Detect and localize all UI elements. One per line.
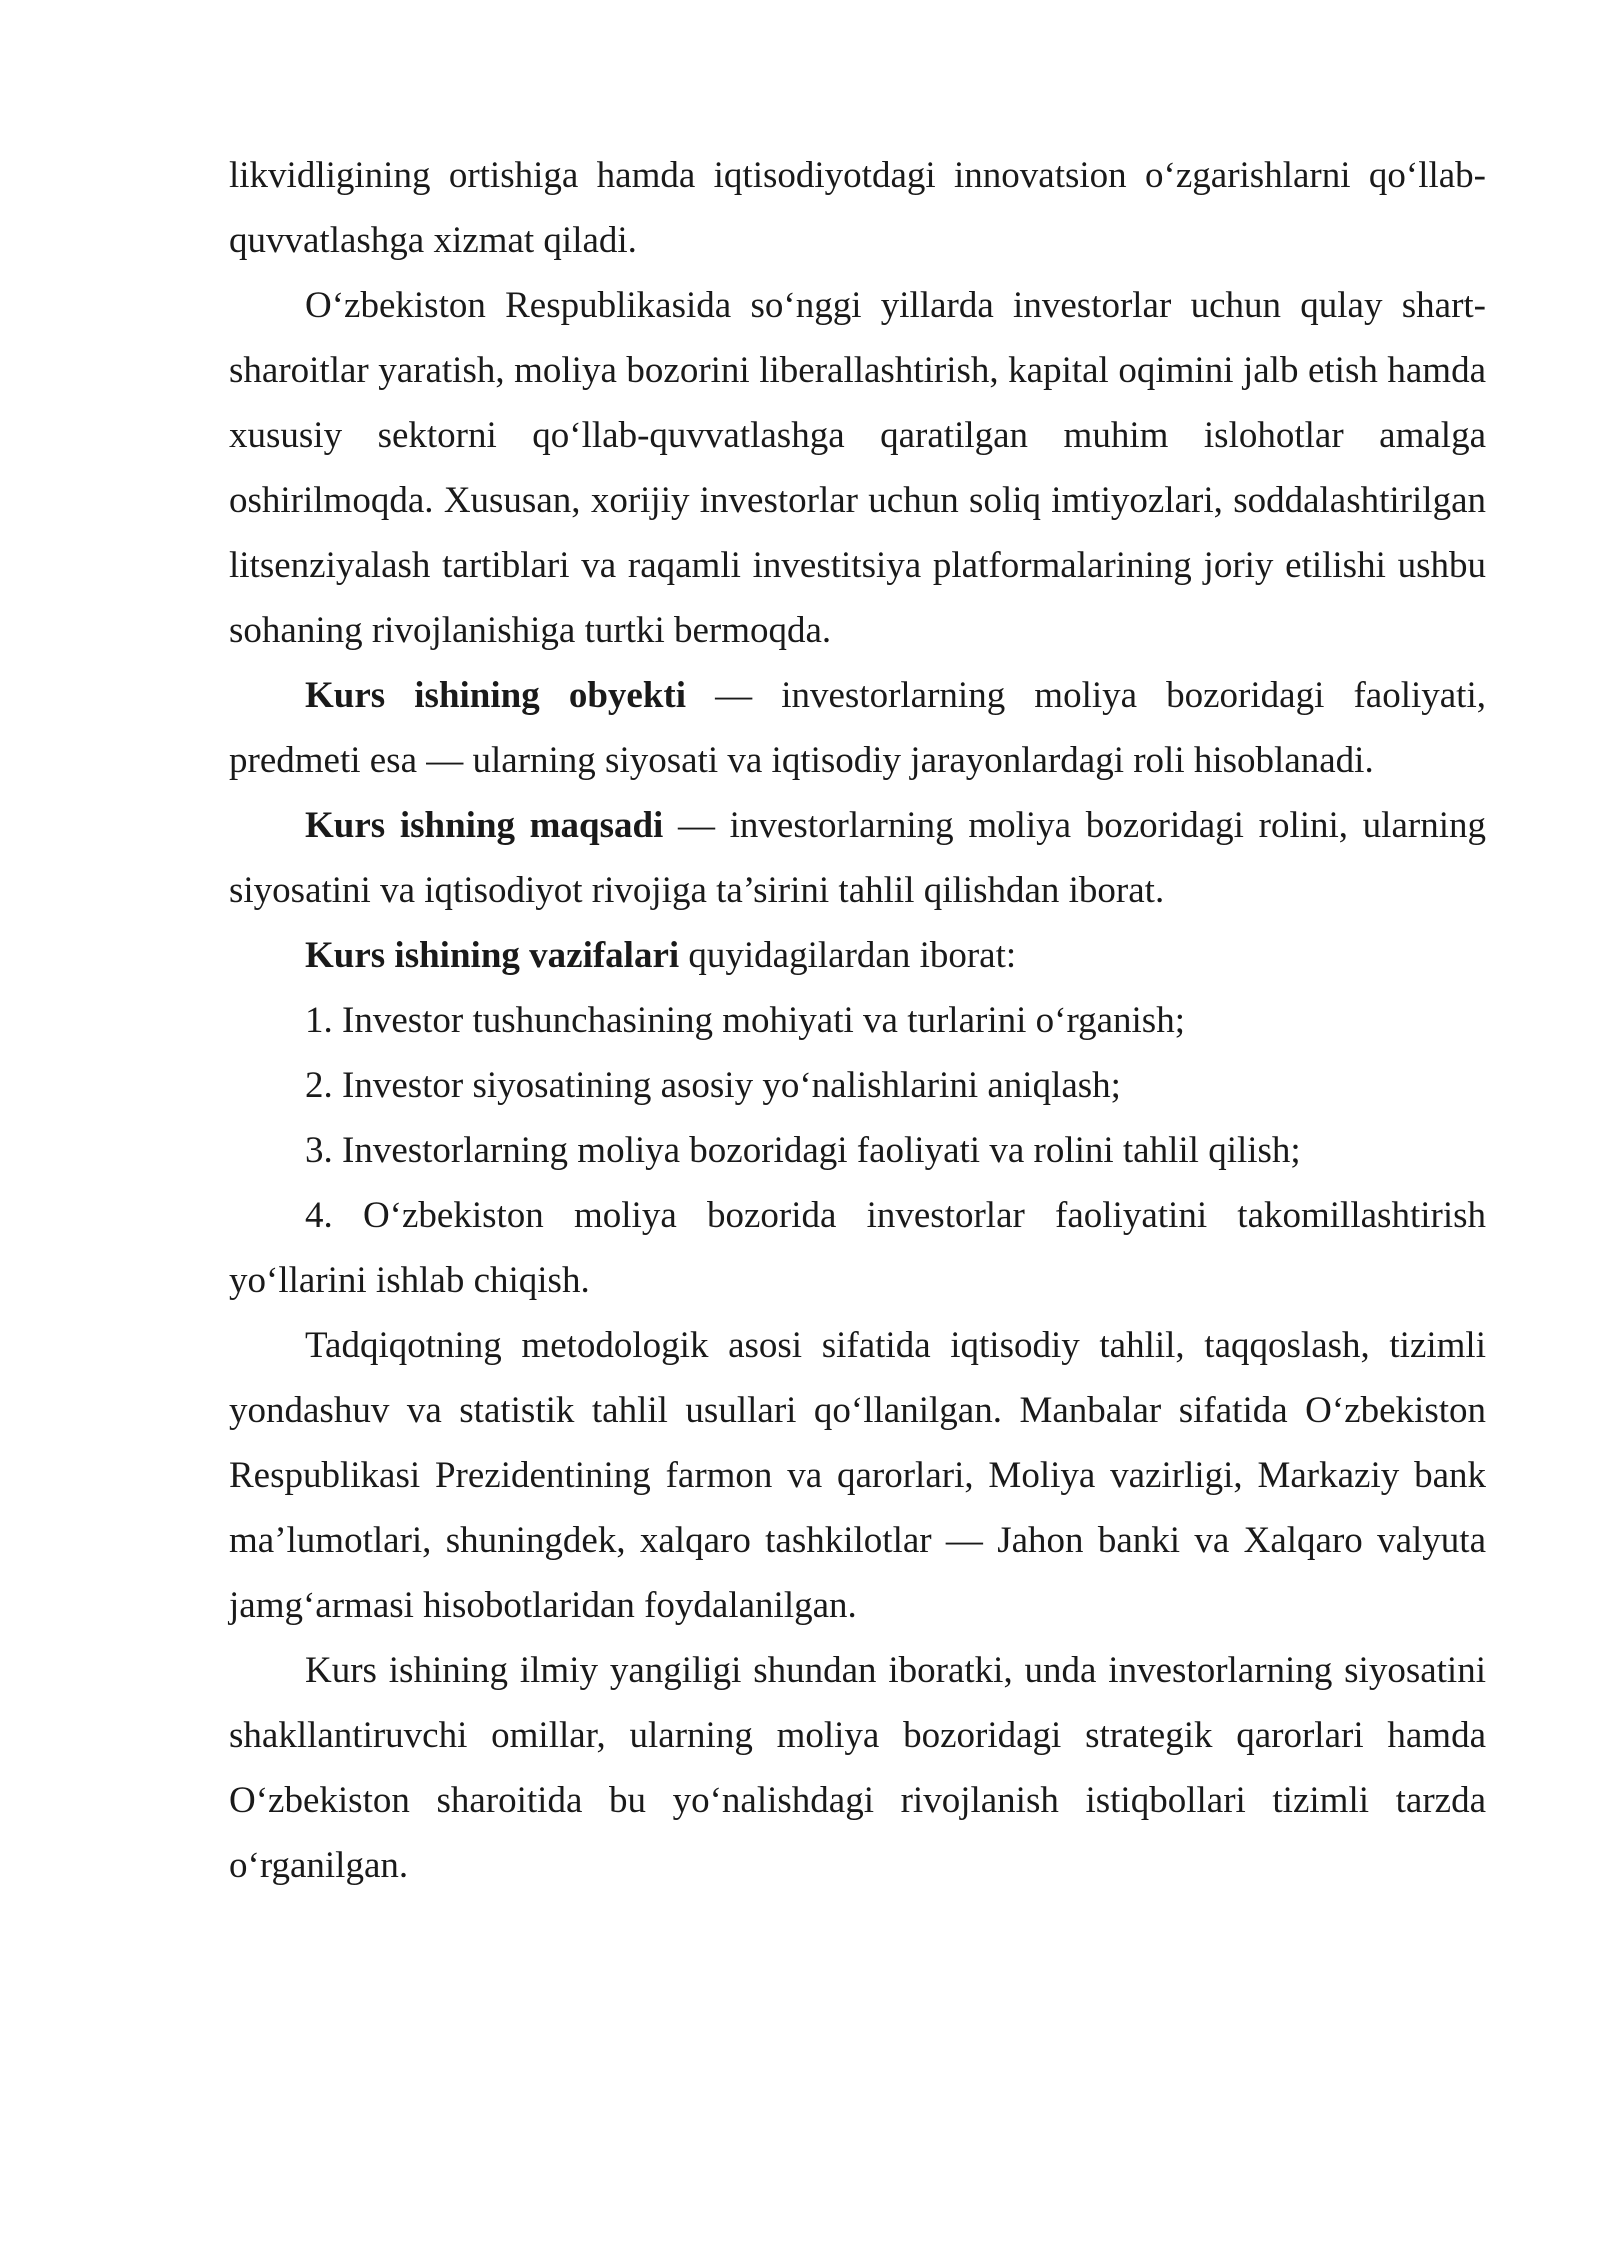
body-text	[229, 143, 1486, 1898]
paragraph-text: Tadqiqotning metodologik asosi sifatida iqtisodiy tahlil, taqqoslash, tizimli yondashuv va statistik tahlil usullari qo‘llanilgan. Manbalar sifatida O‘zbekiston Respublikasi Prezidentining farmon va qarorlari, Moliya vazirligi, Markaziy bank ma’lumotlari, shuningdek, xalqaro tashkilotlar — Jahon banki va Xalqaro valyuta jamg‘armasi hisobotlaridan foydalanilgan.	[229, 1325, 1486, 1626]
paragraph-heading: Kurs ishining vazifalari	[305, 935, 680, 976]
paragraph-novelty	[229, 1638, 1486, 1898]
paragraph-continuation	[229, 143, 1486, 273]
paragraph-text: — investorlarning moliya bozoridagi rolini, ularning siyosatini va iqtisodiyot rivojiga ta’sirini tahlil qilishdan iborat.	[229, 805, 1486, 911]
list-item	[229, 1053, 1486, 1118]
paragraph-text: Kurs ishining ilmiy yangiligi shundan iboratki, unda investorlarning siyosatini shakllantiruvchi omillar, ularning moliya bozoridagi strategik qarorlari hamda O‘zbekiston sharoitida bu yo‘nalishdagi rivojlanish istiqbollari tizimli tarzda o‘rganilgan.	[229, 1650, 1486, 1886]
list-item-text: 2. Investor siyosatining asosiy yo‘nalishlarini aniqlash;	[305, 1065, 1121, 1106]
list-item-text: 4. O‘zbekiston moliya bozorida investorlar faoliyatini takomillashtirish yo‘llarini ishlab chiqish.	[229, 1195, 1486, 1301]
paragraph-text: quyidagilardan iborat:	[679, 935, 1017, 976]
paragraph-text: — investorlarning moliya bozoridagi faoliyati, predmeti esa — ularning siyosati va iqtisodiy jarayonlardagi roli hisoblanadi.	[229, 675, 1486, 781]
list-item-text: 1. Investor tushunchasining mohiyati va turlarini o‘rganish;	[305, 1000, 1185, 1041]
list-item	[229, 988, 1486, 1053]
paragraph-goal	[229, 793, 1486, 923]
paragraph-text: likvidligining ortishiga hamda iqtisodiyotdagi innovatsion o‘zgarishlarni qo‘llab-quvvatlashga xizmat qiladi.	[229, 155, 1486, 261]
list-item-text: 3. Investorlarning moliya bozoridagi faoliyati va rolini tahlil qilish;	[305, 1130, 1301, 1171]
paragraph-heading: Kurs ishning maqsadi	[305, 805, 664, 846]
list-item	[229, 1118, 1486, 1183]
paragraph-heading: Kurs ishining obyekti	[305, 675, 687, 716]
list-item	[229, 1183, 1486, 1313]
paragraph-object	[229, 663, 1486, 793]
paragraph-reforms	[229, 273, 1486, 663]
paragraph-text: O‘zbekiston Respublikasida so‘nggi yillarda investorlar uchun qulay shart-sharoitlar yaratish, moliya bozorini liberallashtirish, kapital oqimini jalb etish hamda xususiy sektorni qo‘llab-quvvatlashga qaratilgan muhim islohotlar amalga oshirilmoqda. Xususan, xorijiy investorlar uchun soliq imtiyozlari, soddalashtirilgan litsenziyalash tartiblari va raqamli investitsiya platformalarining joriy etilishi ushbu sohaning rivojlanishiga turtki bermoqda.	[229, 285, 1486, 651]
paragraph-tasks	[229, 923, 1486, 988]
paragraph-methodology	[229, 1313, 1486, 1638]
